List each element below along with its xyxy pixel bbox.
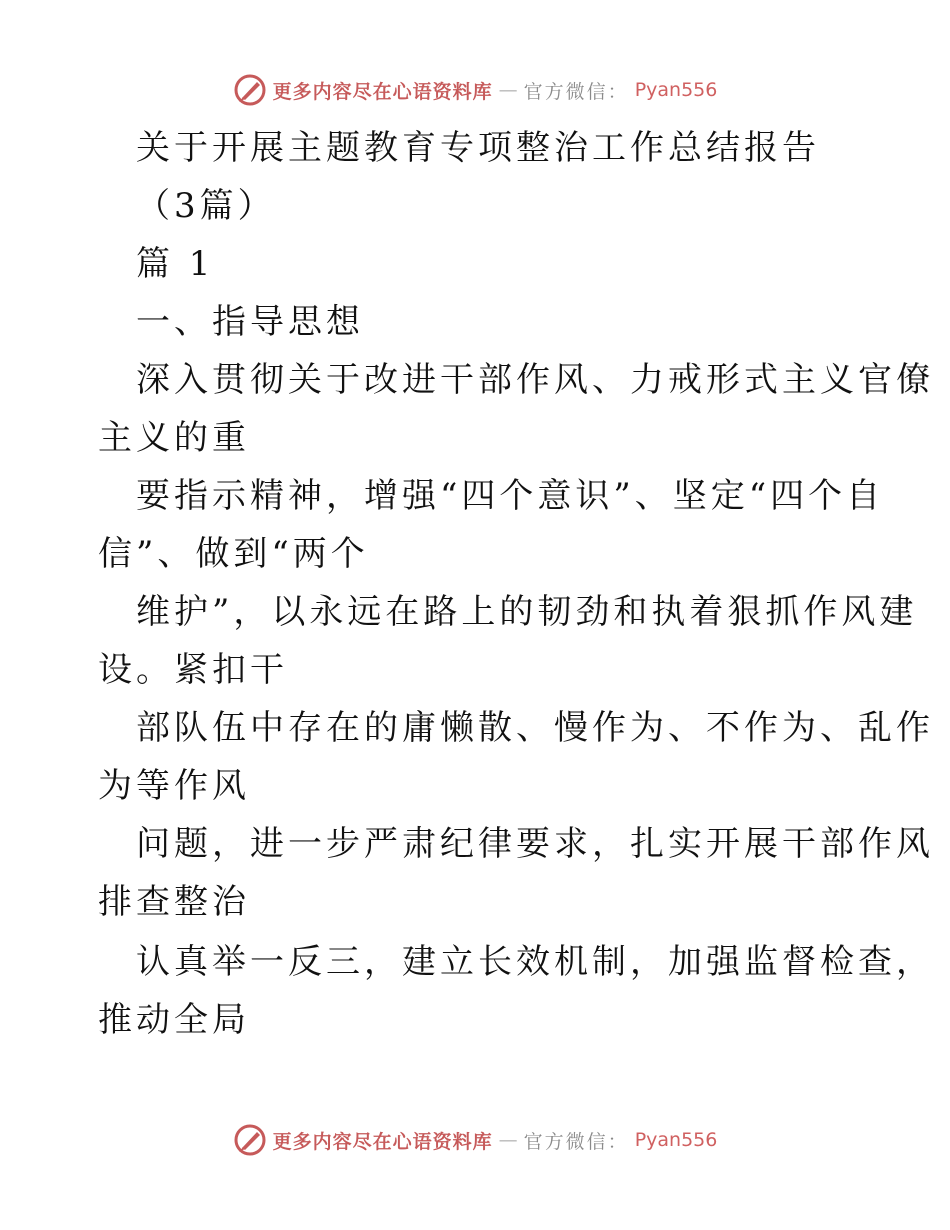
paragraph-line: 深入贯彻关于改进干部作风、力戒形式主义官僚 <box>136 360 934 400</box>
paragraph-line: 部队伍中存在的庸懒散、慢作为、不作为、乱作 <box>136 708 934 748</box>
paragraph-line: 设。紧扣干 <box>98 650 288 690</box>
paragraph-line: 为等作风 <box>98 766 250 806</box>
paragraph-line: 主义的重 <box>98 418 250 458</box>
paragraph-line: 信”、做到“两个 <box>98 534 369 574</box>
watermark-separator: — <box>498 79 518 101</box>
quill-pen-circle-icon <box>233 1123 267 1157</box>
paragraph-line: 维护”，以永远在路上的韧劲和执着狠抓作风建 <box>136 592 918 632</box>
watermark-separator: — <box>498 1129 518 1151</box>
paragraph-line: 要指示精神，增强“四个意识”、坚定“四个自 <box>136 476 885 516</box>
header-watermark <box>0 70 950 110</box>
watermark-main-text: 更多内容尽在心语资料库 <box>272 80 493 103</box>
watermark-wechat-id: Pyan556 <box>634 79 718 101</box>
watermark-label: 官方微信： <box>523 1130 629 1153</box>
section-heading: 一、指导思想 <box>136 302 364 342</box>
watermark-wechat-id: Pyan556 <box>634 1129 718 1151</box>
document-title-line-2: （3篇） <box>136 186 276 226</box>
watermark-main-text: 更多内容尽在心语资料库 <box>272 1130 493 1153</box>
paragraph-line: 问题，进一步严肃纪律要求，扎实开展干部作风 <box>136 824 934 864</box>
section-label: 篇 1 <box>136 244 215 284</box>
document-title-line-1: 关于开展主题教育专项整治工作总结报告 <box>136 128 820 168</box>
watermark-label: 官方微信： <box>523 80 629 103</box>
paragraph-line: 认真举一反三，建立长效机制，加强监督检查， <box>136 942 934 982</box>
paragraph-line: 推动全局 <box>98 1000 250 1040</box>
paragraph-line: 排查整治 <box>98 882 250 922</box>
footer-watermark <box>0 1120 950 1160</box>
quill-pen-circle-icon <box>233 73 267 107</box>
